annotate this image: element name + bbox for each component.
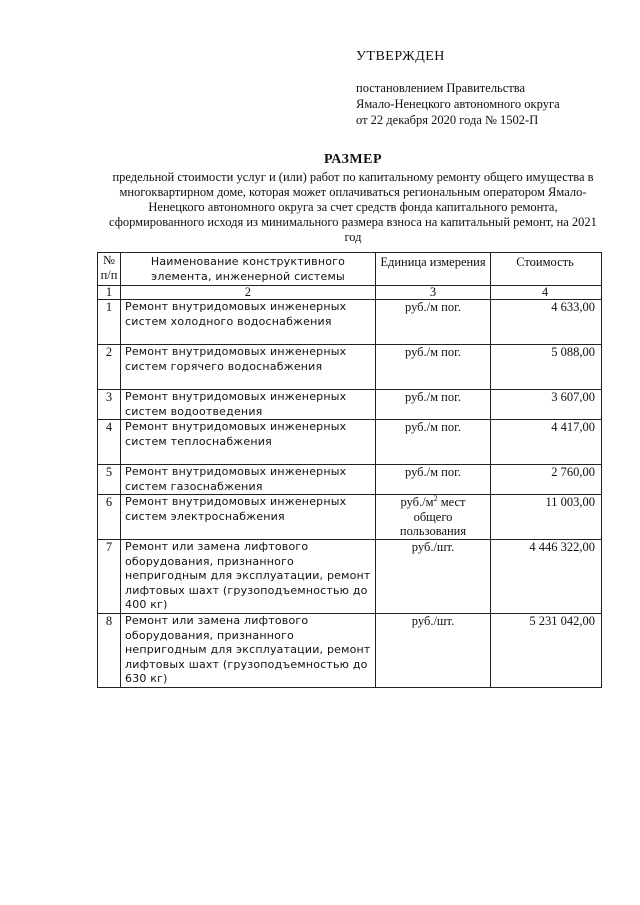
row-name: Ремонт внутридомовых инженерных систем холодного водоснабжения — [121, 300, 376, 345]
table-row — [98, 300, 602, 345]
row-num: 8 — [98, 614, 121, 688]
row-unit: руб./м пог. — [376, 465, 491, 495]
approval-line-3: от 22 декабря 2020 года № 1502-П — [356, 113, 539, 127]
approval-line-2: Ямало-Ненецкого автономного округа — [356, 97, 560, 111]
row-num: 5 — [98, 465, 121, 495]
document-title: РАЗМЕР — [323, 152, 382, 167]
unit-base: руб./м — [400, 495, 434, 509]
row-unit: руб./шт. — [376, 614, 491, 688]
row-unit: руб./м пог. — [376, 420, 491, 465]
row-cost: 3 607,00 — [491, 390, 602, 420]
table-row — [98, 540, 602, 614]
row-cost: 5 088,00 — [491, 345, 602, 390]
table-row — [98, 465, 602, 495]
col-number: 4 — [491, 286, 602, 300]
row-num: 1 — [98, 300, 121, 345]
row-unit — [376, 495, 491, 540]
header-name: Наименование конструктивного элемента, инженерной системы — [121, 253, 376, 286]
row-unit: руб./м пог. — [376, 390, 491, 420]
row-name: Ремонт внутридомовых инженерных систем водоотведения — [121, 390, 376, 420]
approval-details — [356, 80, 560, 128]
table-row — [98, 390, 602, 420]
row-cost: 4 633,00 — [491, 300, 602, 345]
approved-heading: УТВЕРЖДЕН — [356, 49, 445, 64]
col-number: 2 — [121, 286, 376, 300]
row-cost: 4 446 322,00 — [491, 540, 602, 614]
row-unit: руб./м пог. — [376, 300, 491, 345]
row-name: Ремонт внутридомовых инженерных систем газоснабжения — [121, 465, 376, 495]
unit-rest: мест общего пользования — [399, 495, 467, 538]
row-name: Ремонт или замена лифтового оборудования, признанного непригодным для эксплуатации, ремонт лифтовых шахт (грузоподъемностью до 630 кг) — [121, 614, 376, 688]
header-unit: Единица измерения — [376, 253, 491, 286]
document-subtitle: предельной стоимости услуг и (или) работ по капитальному ремонту общего имущества в многоквартирном доме, которая может оплачиваться региональным оператором Ямало-Ненецкого автономного округа за счет средств фонда капитального ремонта, сформированного исходя из минимального размера взноса на капитальный ремонт, на 2021 год — [109, 170, 597, 244]
row-name: Ремонт внутридомовых инженерных систем электроснабжения — [121, 495, 376, 540]
table-header-row — [98, 253, 602, 286]
cost-table — [97, 252, 602, 688]
row-name: Ремонт внутридомовых инженерных систем горячего водоснабжения — [121, 345, 376, 390]
table-row — [98, 614, 602, 688]
header-cost: Стоимость — [491, 253, 602, 286]
row-cost: 4 417,00 — [491, 420, 602, 465]
row-name: Ремонт внутридомовых инженерных систем теплоснабжения — [121, 420, 376, 465]
header-num: № п/п — [98, 253, 121, 286]
row-cost: 2 760,00 — [491, 465, 602, 495]
col-number: 3 — [376, 286, 491, 300]
row-cost: 11 003,00 — [491, 495, 602, 540]
column-number-row — [98, 286, 602, 300]
table-row — [98, 345, 602, 390]
row-num: 4 — [98, 420, 121, 465]
row-num: 2 — [98, 345, 121, 390]
row-cost: 5 231 042,00 — [491, 614, 602, 688]
row-name: Ремонт или замена лифтового оборудования, признанного непригодным для эксплуатации, ремонт лифтовых шахт (грузоподъемностью до 400 кг) — [121, 540, 376, 614]
table-row — [98, 495, 602, 540]
row-num: 7 — [98, 540, 121, 614]
row-num: 3 — [98, 390, 121, 420]
unit-exponent: 2 — [433, 493, 438, 503]
row-unit: руб./м пог. — [376, 345, 491, 390]
col-number: 1 — [98, 286, 121, 300]
approval-line-1: постановлением Правительства — [356, 81, 526, 95]
row-unit: руб./шт. — [376, 540, 491, 614]
table-row — [98, 420, 602, 465]
row-num: 6 — [98, 495, 121, 540]
